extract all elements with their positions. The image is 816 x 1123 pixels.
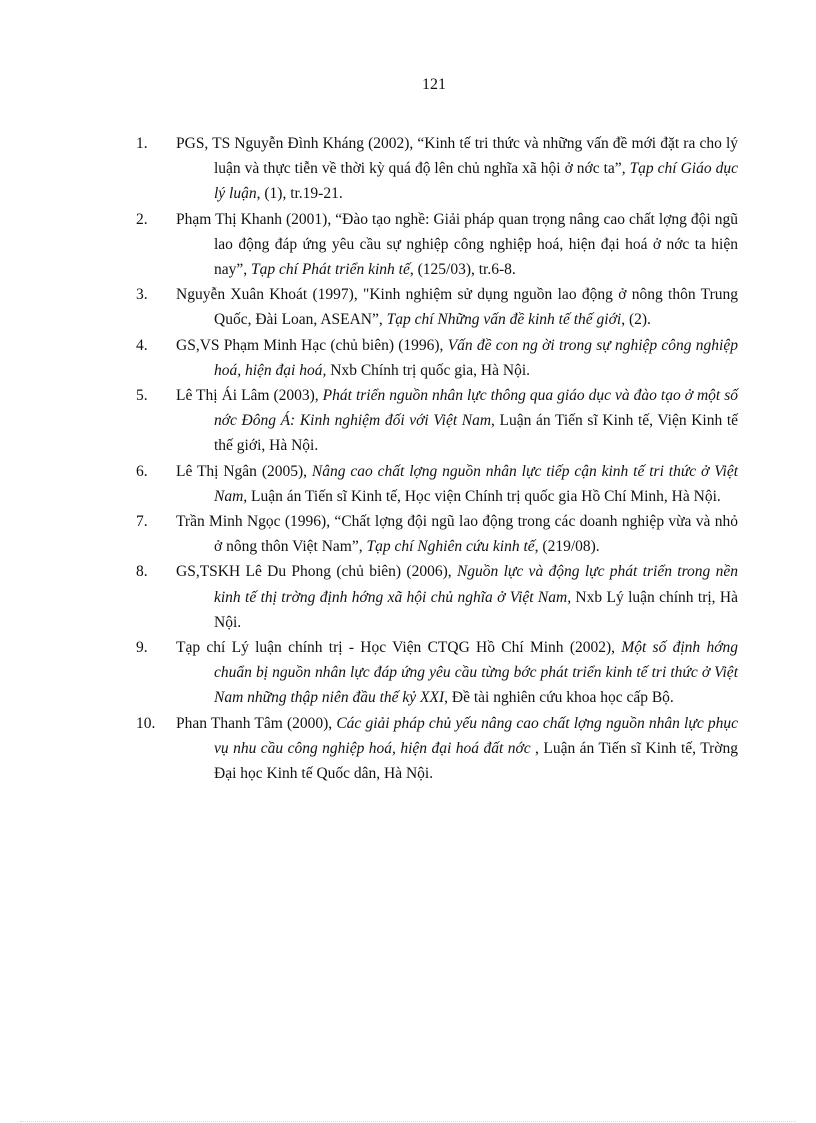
reference-text: Luận án Tiến sĩ Kinh tế, Học viện Chính trị quốc gia Hồ Chí Minh, Hà Nội. (247, 487, 721, 505)
reference-title: Một số định hớng chuẩn bị nguồn nhân lực đáp ứng yêu cầu từng bớc phát triển kinh tế tri thức ở Việt Nam những thập niên đầu thế kỷ XXI (214, 639, 738, 707)
reference-text: , Luận án Tiến sĩ Kinh tế, Viện Kinh tế thế giới, Hà Nội. (214, 412, 739, 455)
reference-number: 1. (136, 135, 148, 152)
reference-text: Trần Minh Ngọc (1996), “Chất lợng đội ngũ lao động trong các doanh nghiệp vừa và nhỏ ở nông thôn Việt Nam”, (176, 513, 738, 556)
reference-text: GS,VS Phạm Minh Hạc (chủ biên) (1996), (176, 336, 448, 354)
reference-text: Nxb Lý luận chính trị, Hà Nội. (214, 588, 738, 631)
reference-title: Nâng cao chất lợng nguồn nhân lực tiếp cận kinh tế tri thức ở Việt Nam, (214, 462, 738, 505)
reference-text: GS,TSKH Lê Du Phong (chủ biên) (2006), (176, 563, 457, 581)
page-number: 121 (422, 76, 446, 93)
reference-item (0, 711, 816, 787)
reference-text: , (219/08). (534, 538, 600, 556)
reference-item (0, 207, 816, 283)
reference-title: Vấn đề con ng ời trong sự nghiệp công nghiệp hoá, hiện đại hoá, (214, 336, 738, 379)
reference-item (0, 333, 816, 383)
reference-item (0, 131, 816, 207)
reference-number: 8. (136, 563, 148, 581)
reference-item (0, 559, 816, 635)
reference-title: Phát triển nguồn nhân lực thông qua giáo dục và đào tạo ở một số nớc Đông Á: Kinh nghiệm đối với Việt Nam (214, 387, 739, 430)
reference-text: Tạp chí Lý luận chính trị - Học Viện CTQG Hồ Chí Minh (2002), (176, 639, 622, 657)
reference-number: 9. (136, 639, 148, 657)
reference-text: Phạm Thị Khanh (2001), “Đào tạo nghề: Giải pháp quan trọng nâng cao chất lợng đội ngũ lao động đáp ứng yêu cầu sự nghiệp công nghiệp hoá, hiện đại hoá ở nớc ta hiện nay”, (176, 210, 738, 279)
reference-title: Nguồn lực và động lực phát triển trong nền kinh tế thị trờng định hớng xã hội chủ nghĩa ở Việt Nam, (214, 563, 738, 606)
reference-text: Lê Thị Ái Lâm (2003), (176, 387, 323, 405)
reference-number: 7. (136, 513, 148, 531)
reference-item (0, 383, 816, 459)
reference-text: Nxb Chính trị quốc gia, Hà Nội. (326, 361, 531, 379)
reference-title: Tạp chí Phát triển kinh tế (251, 261, 410, 279)
page-footer-divider (20, 1121, 796, 1122)
reference-number: 3. (136, 286, 148, 304)
reference-number: 6. (136, 462, 148, 480)
reference-text: PGS, TS Nguyễn Đình Kháng (2002), “Kinh tế tri thức và những vấn đề mới đặt ra cho lý luận và thực tiễn về thời kỳ quá độ lên chủ nghĩa xã hội ở nớc ta”, (176, 135, 738, 178)
reference-text: , (2). (621, 311, 651, 329)
reference-item (0, 459, 816, 509)
reference-text: , (1), tr.19-21. (256, 185, 343, 203)
reference-text: , (125/03), tr.6-8. (409, 261, 516, 279)
reference-text: Nguyễn Xuân Khoát (1997), "Kinh nghiệm sử dụng nguồn lao động ở nông thôn Trung Quốc, Đài Loan, ASEAN”, (176, 286, 738, 329)
reference-item (0, 282, 816, 332)
reference-number: 10. (136, 714, 156, 732)
reference-item (0, 635, 816, 711)
reference-title: Tạp chí Những vấn đề kinh tế thế giới (386, 311, 622, 329)
reference-number: 5. (136, 387, 148, 405)
reference-text: , Luận án Tiến sĩ Kinh tế, Trờng Đại học Kinh tế Quốc dân, Hà Nội. (214, 739, 738, 783)
reference-title: Các giải pháp chủ yếu nâng cao chất lợng nguồn nhân lực phục vụ nhu cầu công nghiệp hoá, hiện đại hoá đất nớc (214, 714, 739, 757)
reference-text: Phan Thanh Tâm (2000), (176, 714, 337, 732)
reference-list (0, 131, 816, 786)
reference-number: 4. (136, 336, 148, 354)
reference-number: 2. (136, 210, 148, 228)
reference-text: , Đề tài nghiên cứu khoa học cấp Bộ. (444, 689, 674, 707)
reference-title: Tạp chí Nghiên cứu kinh tế (366, 538, 535, 556)
reference-title: Tạp chí Giáo dục lý luận (214, 160, 738, 203)
reference-item (0, 509, 816, 559)
reference-text: Lê Thị Ngân (2005), (176, 462, 312, 480)
